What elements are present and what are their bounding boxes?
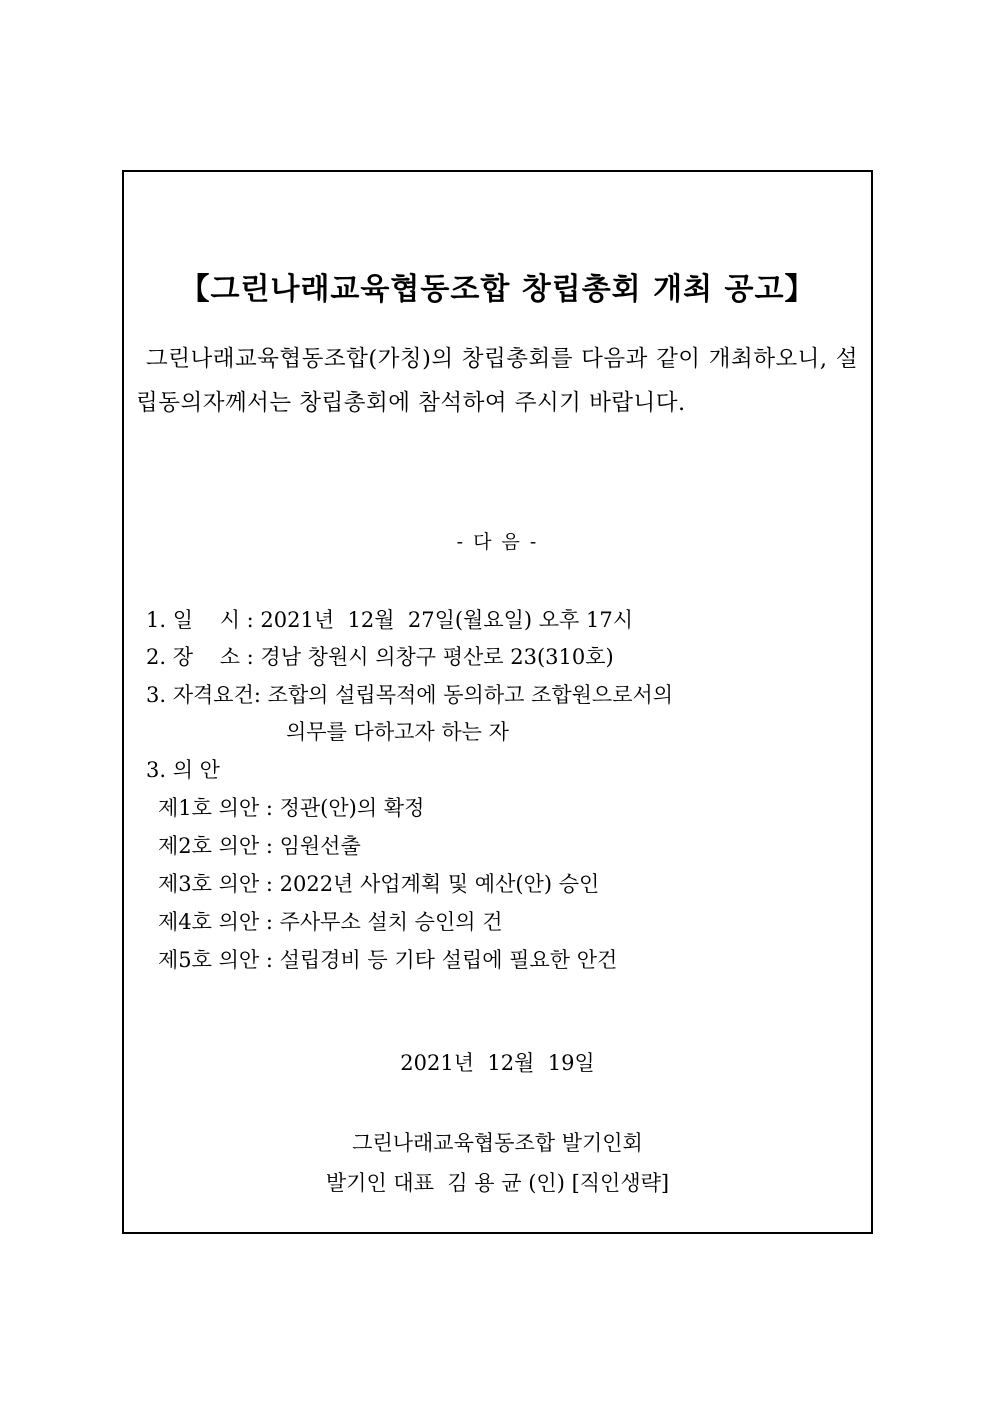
agenda-item-2: 제2호 의안 : 임원선출	[158, 834, 361, 858]
notice-intro: 그린나래교육협동조합(가칭)의 창립총회를 다음과 같이 개최하오니, 설립동의자께서는 창립총회에 참석하여 주시기 바랍니다.	[136, 346, 858, 416]
item-datetime: 1. 일 시 : 2021년 12월 27일(월요일) 오후 17시	[146, 608, 634, 632]
notice-title: 【그린나래교육협동조합 창립총회 개최 공고】	[179, 272, 816, 307]
agenda-item-4: 제4호 의안 : 주사무소 설치 승인의 건	[158, 910, 503, 934]
representative-signature: 발기인 대표 김 용 균 (인) [직인생략]	[325, 1171, 670, 1195]
item-qualification: 3. 자격요건: 조합의 설립목적에 동의하고 조합원으로서의	[146, 683, 674, 707]
item-location: 2. 장 소 : 경남 창원시 의창구 평산로 23(310호)	[146, 645, 614, 669]
item-qualification-continued: 의무를 다하고자 하는 자	[286, 720, 509, 744]
organization-name: 그린나래교육협동조합 발기인회	[352, 1131, 643, 1155]
item-agenda-heading: 3. 의 안	[146, 758, 220, 782]
section-heading: - 다 음 -	[456, 531, 539, 553]
agenda-item-3: 제3호 의안 : 2022년 사업계획 및 예산(안) 승인	[158, 872, 600, 896]
agenda-item-5: 제5호 의안 : 설립경비 등 기타 설립에 필요한 안건	[158, 948, 618, 972]
notice-date: 2021년 12월 19일	[400, 1051, 595, 1075]
agenda-item-1: 제1호 의안 : 정관(안)의 확정	[158, 796, 425, 820]
notice-frame	[122, 170, 873, 1234]
